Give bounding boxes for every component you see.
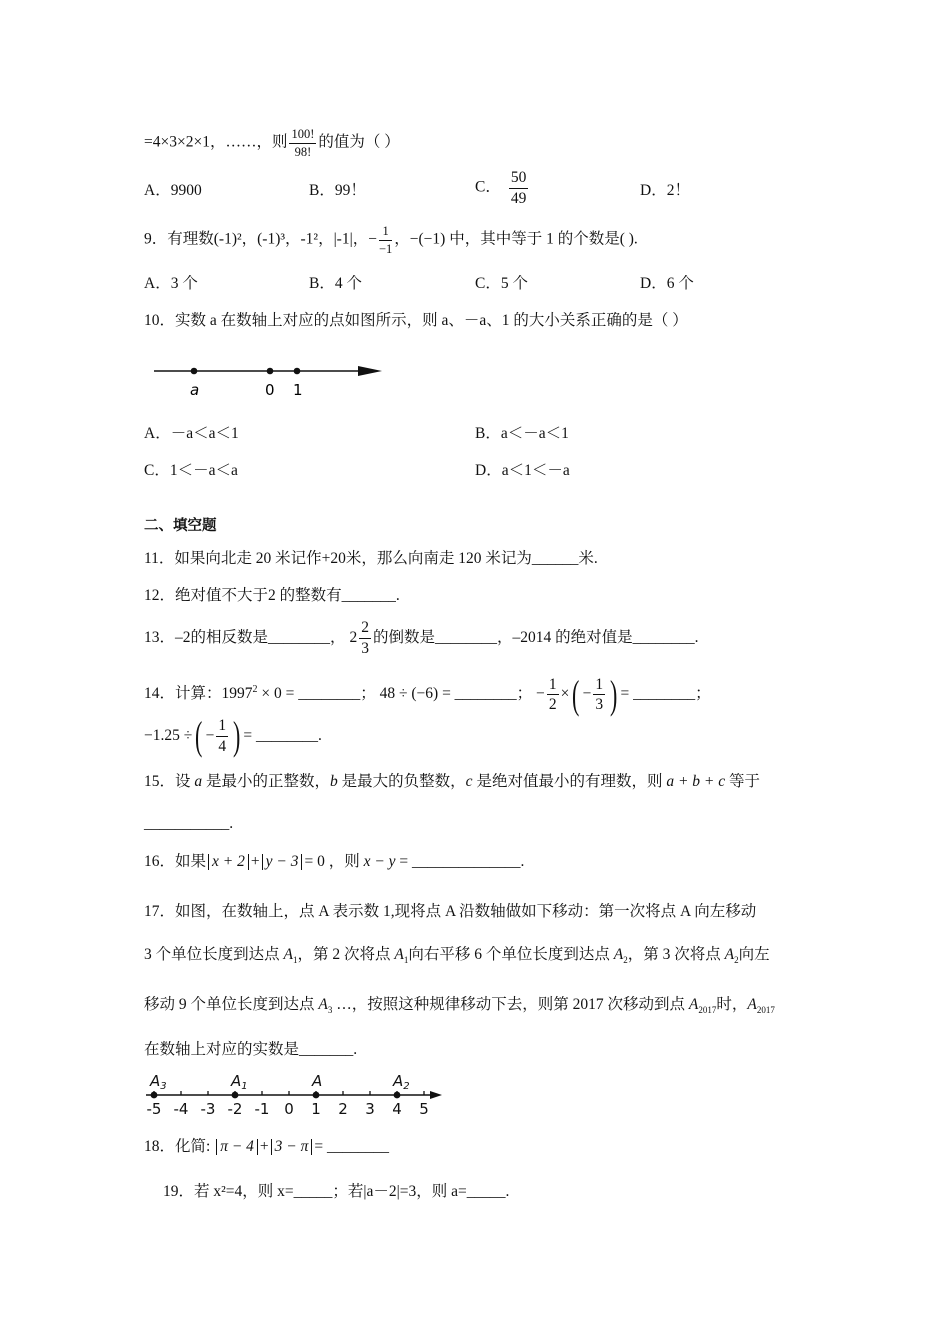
q10-option-b: B．a＜－a＜1 (475, 425, 569, 442)
q14-line-1: 14．计算：$1997^2 \times 0$ = ________； 48 ÷ (−6) = ________； − $\frac{1}{2}$ ×( − $\frac{1}{3}$ ) = ________； (144, 671, 711, 717)
q17-point-a2 (394, 1092, 401, 1099)
q15-line-2: ___________. (144, 815, 234, 832)
q8-option-d: D．2！ (640, 182, 690, 199)
q13-line: 13．–2的相反数是________， 2 $\frac{2}{3}$ 的倒数是________，–2014 的绝对值是________. (144, 619, 699, 657)
q9-fraction: $\frac{1}{-1}$ (378, 224, 393, 256)
q9-option-c: C．5 个 (475, 275, 528, 292)
q17-line-4: 在数轴上对应的实数是_______. (144, 1041, 358, 1058)
q9-option-d: D．6 个 (640, 275, 694, 292)
q10-option-c: C．1＜－a＜a (144, 462, 238, 479)
q10-point-a (191, 368, 198, 375)
q17-point-label: A (312, 1072, 323, 1090)
q17-point-a (313, 1092, 320, 1099)
q10-line: 10．实数 a 在数轴上对应的点如图所示，则 a、－a、1 的大小关系正确的是（ ） (144, 312, 688, 329)
q17-tick-label: -1 (254, 1100, 270, 1118)
q18-line: 18．化简: π − 4 + 3 − π = ________ (144, 1138, 390, 1155)
q9-line: 9．有理数(-1)²，(-1)³，-1²，|-1|，− $\frac{1}{-1}$ ，−(−1) 中，其中等于 1 的个数是( ). (144, 224, 638, 256)
q17-number-line (140, 1066, 450, 1120)
q11-line: 11．如果向北走 20 米记作+20米，那么向南走 120 米记为______米. (144, 550, 598, 567)
q19-line: 19．若 x²=4，则 x=_____；若|a－2|=3，则 a=_____. (163, 1183, 510, 1200)
q17-tick-label: 4 (392, 1100, 402, 1118)
q17-line-2: 3 个单位长度到达点 $A_1$，第 2 次将点 $A_1$向右平移 6 个单位长度到达点 $A_2$，第 3 次将点 $A_2$向左 (144, 946, 770, 966)
q17-line-3: 移动 9 个单位长度到达点 $A_3$ …，按照这种规律移动下去，则第 2017 次移动到点 $A_{2017}$时，$A_{2017}$ (144, 996, 775, 1016)
q13-fraction: $\frac{2}{3}$ (361, 619, 370, 657)
q10-option-a: A．－a＜a＜1 (144, 425, 239, 442)
q17-tick-label: 2 (338, 1100, 348, 1118)
q15-line-1: 15．设 a 是最小的正整数，b 是最大的负整数，c 是绝对值最小的有理数，则 a + b + c 等于 (144, 773, 761, 790)
q9-option-b: B．4 个 (309, 275, 362, 292)
q17-tick-label: -4 (173, 1100, 189, 1118)
q17-point-label: $A_3$ (150, 1072, 167, 1092)
q8-fraction: $\frac{100!}{98!}$ (291, 127, 315, 159)
q17-tick-label: 0 (284, 1100, 294, 1118)
q9-option-a: A．3 个 (144, 275, 198, 292)
q17-line-1: 17．如图，在数轴上，点 A 表示数 1,现将点 A 沿数轴做如下移动：第一次将点 A 向左移动 (144, 903, 757, 920)
q8-line: =4×3×2×1，……，则 $\frac{100!}{98!}$ 的值为（ ） (144, 127, 400, 159)
q17-point-label: $A_2$ (393, 1072, 410, 1092)
q17-point-a1 (232, 1092, 239, 1099)
q10-number-line (150, 358, 390, 402)
q17-tick-label: -5 (146, 1100, 162, 1118)
q12-line: 12．绝对值不大于2 的整数有_______. (144, 587, 400, 604)
q17-point-label: $A_1$ (231, 1072, 248, 1092)
q17-tick-label: -2 (227, 1100, 243, 1118)
q8-option-a: A．9900 (144, 182, 202, 199)
q8-option-c: C． $\frac{50}{49}$ (475, 169, 527, 207)
q10-point-0 (267, 368, 274, 375)
q17-tick-label: 1 (311, 1100, 321, 1118)
section-fill-blank-title: 二、填空题 (144, 518, 217, 534)
q10-label-1: 1 (293, 381, 303, 399)
q10-label-0: 0 (265, 381, 275, 399)
q17-tick-label: 3 (365, 1100, 375, 1118)
q10-label-a: a (190, 381, 200, 399)
q17-point-a3 (151, 1092, 158, 1099)
q10-point-1 (294, 368, 301, 375)
q17-tick-label: -3 (200, 1100, 216, 1118)
q10-option-d: D．a＜1＜－a (475, 462, 570, 479)
q14-line-2: −1.25 ÷( − $\frac{1}{4}$ ) = ________. (144, 713, 322, 759)
q8-option-b: B．99！ (309, 182, 366, 199)
q16-line: 16．如果 x + 2 + y − 3 = 0 ，则 x − y = ______________. (144, 853, 525, 870)
q17-tick-label: 5 (419, 1100, 429, 1118)
